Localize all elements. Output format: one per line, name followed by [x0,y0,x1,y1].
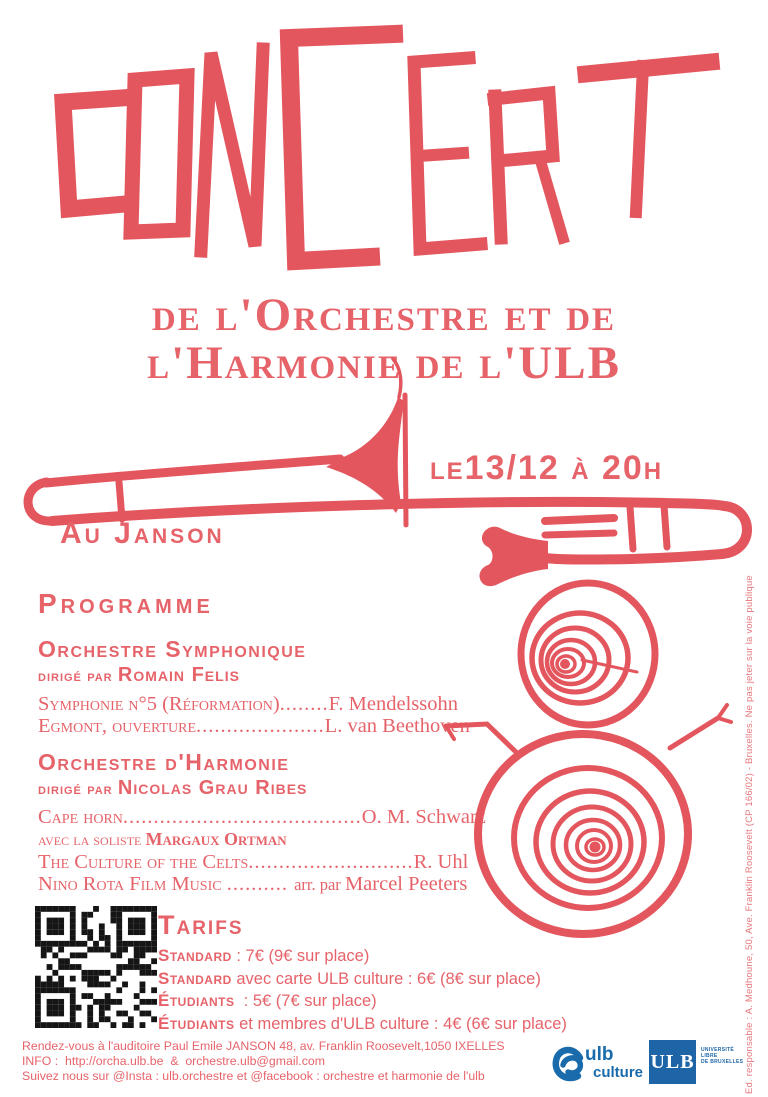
dot-leader: ........ [279,693,329,715]
tarif-line [158,1013,567,1036]
tarifs-heading: Tarifs [158,910,244,940]
event-venue: Au Janson [60,517,225,550]
ulb-culture-logo [550,1038,646,1088]
qr-code [35,906,157,1028]
piece-list [38,806,486,896]
soloist-prefix: avec la soliste [38,830,146,849]
composer-name: L. van Beethoven [324,715,470,737]
tarif-line [158,945,567,968]
event-date: le13/12 à 20h [430,449,664,487]
soloist-name: Margaux Ortman [145,829,287,849]
arranger-prefix: arr. par [294,875,345,894]
editor-note: Ed. responsable : A. Medhoune, 50, Ave. Franklin Roosevelt (CP 166/02) - Bruxelles. Ne pas jeter sur la voie publique [744,575,755,1094]
piece-title: The Culture of the Celts [38,851,249,873]
section-title: Orchestre Symphonique [38,636,307,662]
subtitle-line-2: l'Harmonie de l'ULB [147,337,621,389]
tarif-detail: avec carte ULB culture : 6€ (8€ sur place) [231,969,541,988]
ulb-culture-word-top: ulb [585,1044,614,1065]
ulb-name-line: LIBRE [701,1053,718,1059]
piece-title: Egmont, ouverture [38,715,197,737]
director-name: Romain Felis [117,664,240,686]
piece-line [38,693,483,715]
dot-leader: ..................... [196,715,325,737]
concert-headline-drawing [35,22,725,272]
composer-name: O. M. Schwarz [361,806,486,828]
snowman-drawing [430,572,760,947]
footer-info: INFO : http://orcha.ulb.be & orchestre.ulb@gmail.com [22,1053,325,1068]
footer-social: Suivez nous sur @Insta : ulb.orchestre et @facebook : orchestre et harmonie de l'ulb [22,1068,485,1083]
tarif-label: Standard [158,946,232,965]
director-prefix: dirigé par [38,668,118,685]
tarif-line [158,990,567,1013]
tarifs-block [158,910,567,1035]
dot-leader: .......... [226,873,295,895]
programme-section-harmonie [38,749,486,896]
piece-line [38,873,483,896]
soloist-line [38,828,483,851]
subtitle-line-1: de l'Orchestre et de [151,289,617,341]
tarif-detail: et membres d'ULB culture : 4€ (6€ sur place) [234,1014,567,1033]
director-line [38,664,483,687]
programme-section-symphonique [38,637,483,737]
composer-name: R. Uhl [413,851,469,873]
ulb-acronym: ULB [650,1050,695,1073]
composer-name: Marcel Peeters [344,873,468,895]
footer-address: Rendez-vous à l'auditoire Paul Emile JANSON 48, av. Franklin Roosevelt,1050 IXELLES [22,1039,505,1053]
ulb-logo-name [701,1047,743,1065]
director-name: Nicolas Grau Ribes [117,777,308,799]
ulb-name-line: UNIVERSITÉ [701,1047,735,1053]
tarif-label: Étudiants [158,1013,235,1033]
piece-line [38,851,483,873]
tarif-label: Étudiants [158,991,235,1010]
piece-title: Cape horn [38,806,123,828]
tarif-label: Standard [158,968,232,988]
composer-name: F. Mendelssohn [328,693,458,715]
poster-title [0,0,1,1]
piece-title: Symphonie n°5 (Réformation) [38,693,280,715]
piece-list [38,693,483,737]
ulb-culture-word-bottom: culture [593,1064,644,1081]
tarif-detail: : 7€ (9€ sur place) [231,947,370,965]
programme-heading: Programme [38,588,214,619]
ulb-logo [649,1040,696,1084]
dot-leader: ....................................... [122,806,362,828]
tarif-line [158,968,567,991]
piece-line [38,806,486,828]
piece-line [38,715,483,737]
section-title: Orchestre d'Harmonie [38,749,290,775]
dot-leader: ........................... [248,851,414,873]
ulb-name-line: DE BRUXELLES [701,1059,744,1065]
ulb-culture-swirl-icon [556,1050,581,1078]
footer-block [22,1039,505,1083]
piece-title: Nino Rota Film Music [38,873,227,895]
director-line [38,777,483,800]
tarif-detail: : 5€ (7€ sur place) [234,992,377,1010]
director-prefix: dirigé par [38,781,118,798]
